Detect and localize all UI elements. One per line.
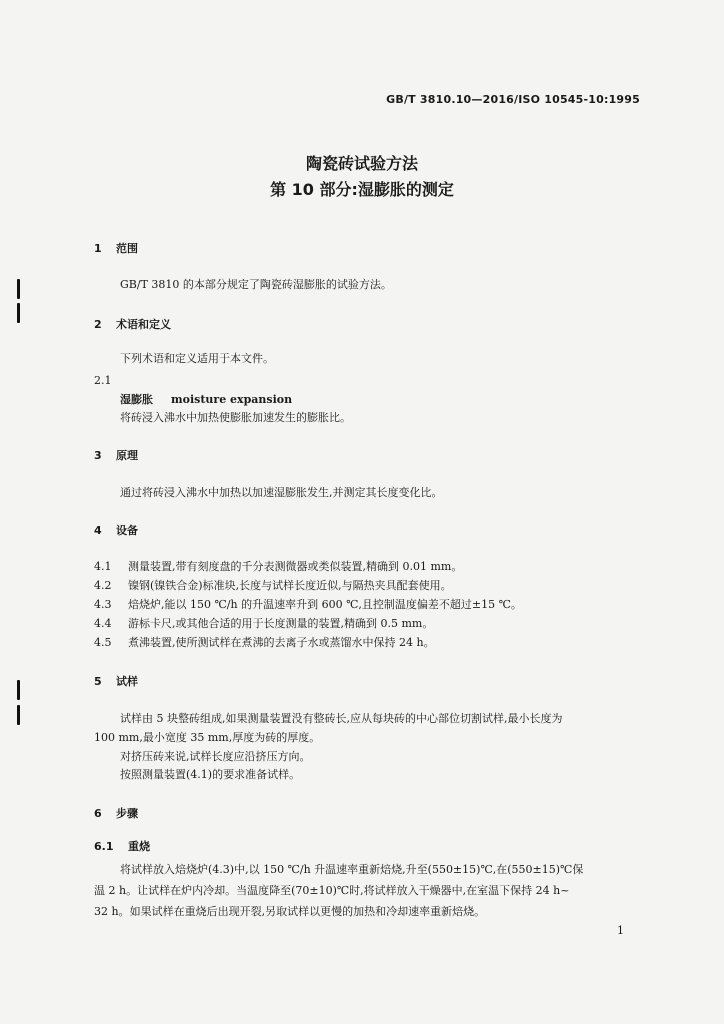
paragraph: 通过将砖浸入沸水中加热以加速湿膨胀发生,并测定其长度变化比。 [120, 486, 443, 499]
section-title: 试样 [116, 675, 138, 688]
paragraph-line: 将试样放入焙烧炉(4.3)中,以 150 ℃/h 升温速率重新焙烧,升至(550±15)℃,在(550±15)℃保 [120, 863, 584, 876]
section-title: 术语和定义 [116, 318, 171, 331]
section-title: 范围 [116, 242, 138, 255]
section-number: 5 [94, 675, 102, 688]
section-number: 3 [94, 449, 102, 462]
section-heading [94, 675, 138, 689]
paragraph-line: 试样由 5 块整砖组成,如果测量装置没有整砖长,应从每块砖的中心部位切割试样,最小长度为 [120, 712, 563, 725]
section-number: 4 [94, 524, 102, 537]
paragraph: 下列术语和定义适用于本文件。 [120, 352, 274, 365]
item-text: 焙烧炉,能以 150 ℃/h 的升温速率升到 600 ℃,且控制温度偏差不超过±15 ℃。 [128, 598, 522, 611]
binding-mark [17, 705, 20, 725]
list-item [94, 598, 522, 612]
section-heading [94, 242, 138, 256]
item-text: 镍钢(镍铁合金)标准块,长度与试样长度近似,与隔热夹具配套使用。 [128, 579, 452, 592]
section-number: 6 [94, 807, 102, 820]
list-item [94, 636, 435, 650]
binding-mark [17, 279, 20, 299]
paragraph: 对挤压砖来说,试样长度应沿挤压方向。 [120, 750, 311, 763]
paragraph: 按照测量装置(4.1)的要求准备试样。 [120, 768, 301, 781]
term-en: moisture expansion [171, 393, 293, 406]
paragraph-line: 温 2 h。让试样在炉内冷却。当温度降至(70±10)℃时,将试样放入干燥器中,在室温下保持 24 h~ [94, 884, 570, 897]
section-number: 2 [94, 318, 102, 331]
section-heading [94, 807, 138, 821]
section-heading [94, 449, 138, 463]
subsection-number: 6.1 [94, 840, 114, 853]
term-zh: 湿膨胀 [120, 393, 153, 406]
standard-code: GB/T 3810.10—2016/ISO 10545-10:1995 [386, 93, 640, 106]
subsection-number: 2.1 [94, 374, 112, 387]
subsection-heading [94, 840, 150, 854]
paragraph-line: 100 mm,最小宽度 35 mm,厚度为砖的厚度。 [94, 731, 321, 744]
subsection-title: 重烧 [128, 840, 150, 853]
binding-mark [17, 680, 20, 700]
section-heading [94, 318, 171, 332]
item-number: 4.5 [94, 636, 112, 649]
section-title: 设备 [116, 524, 138, 537]
item-text: 游标卡尺,或其他合适的用于长度测量的装置,精确到 0.5 mm。 [128, 617, 434, 630]
term-entry [120, 393, 292, 407]
paragraph: GB/T 3810 的本部分规定了陶瓷砖湿膨胀的试验方法。 [120, 278, 392, 291]
document-subtitle: 第 10 部分:湿膨胀的测定 [270, 180, 454, 199]
document-title: 陶瓷砖试验方法 [305, 154, 418, 173]
list-item [94, 579, 452, 593]
item-number: 4.1 [94, 560, 112, 573]
binding-mark [17, 303, 20, 323]
item-text: 煮沸装置,使所测试样在煮沸的去离子水或蒸馏水中保持 24 h。 [128, 636, 435, 649]
page-number: 1 [617, 924, 624, 937]
section-number: 1 [94, 242, 102, 255]
item-number: 4.2 [94, 579, 112, 592]
paragraph-line: 32 h。如果试样在重烧后出现开裂,另取试样以更慢的加热和冷却速率重新焙烧。 [94, 905, 486, 918]
item-number: 4.4 [94, 617, 112, 630]
list-item [94, 560, 462, 574]
term-definition: 将砖浸入沸水中加热使膨胀加速发生的膨胀比。 [120, 411, 351, 424]
item-text: 测量装置,带有刻度盘的千分表测微器或类似装置,精确到 0.01 mm。 [128, 560, 463, 573]
list-item [94, 617, 433, 631]
section-title: 原理 [116, 449, 138, 462]
item-number: 4.3 [94, 598, 112, 611]
section-heading [94, 524, 138, 538]
section-title: 步骤 [116, 807, 138, 820]
